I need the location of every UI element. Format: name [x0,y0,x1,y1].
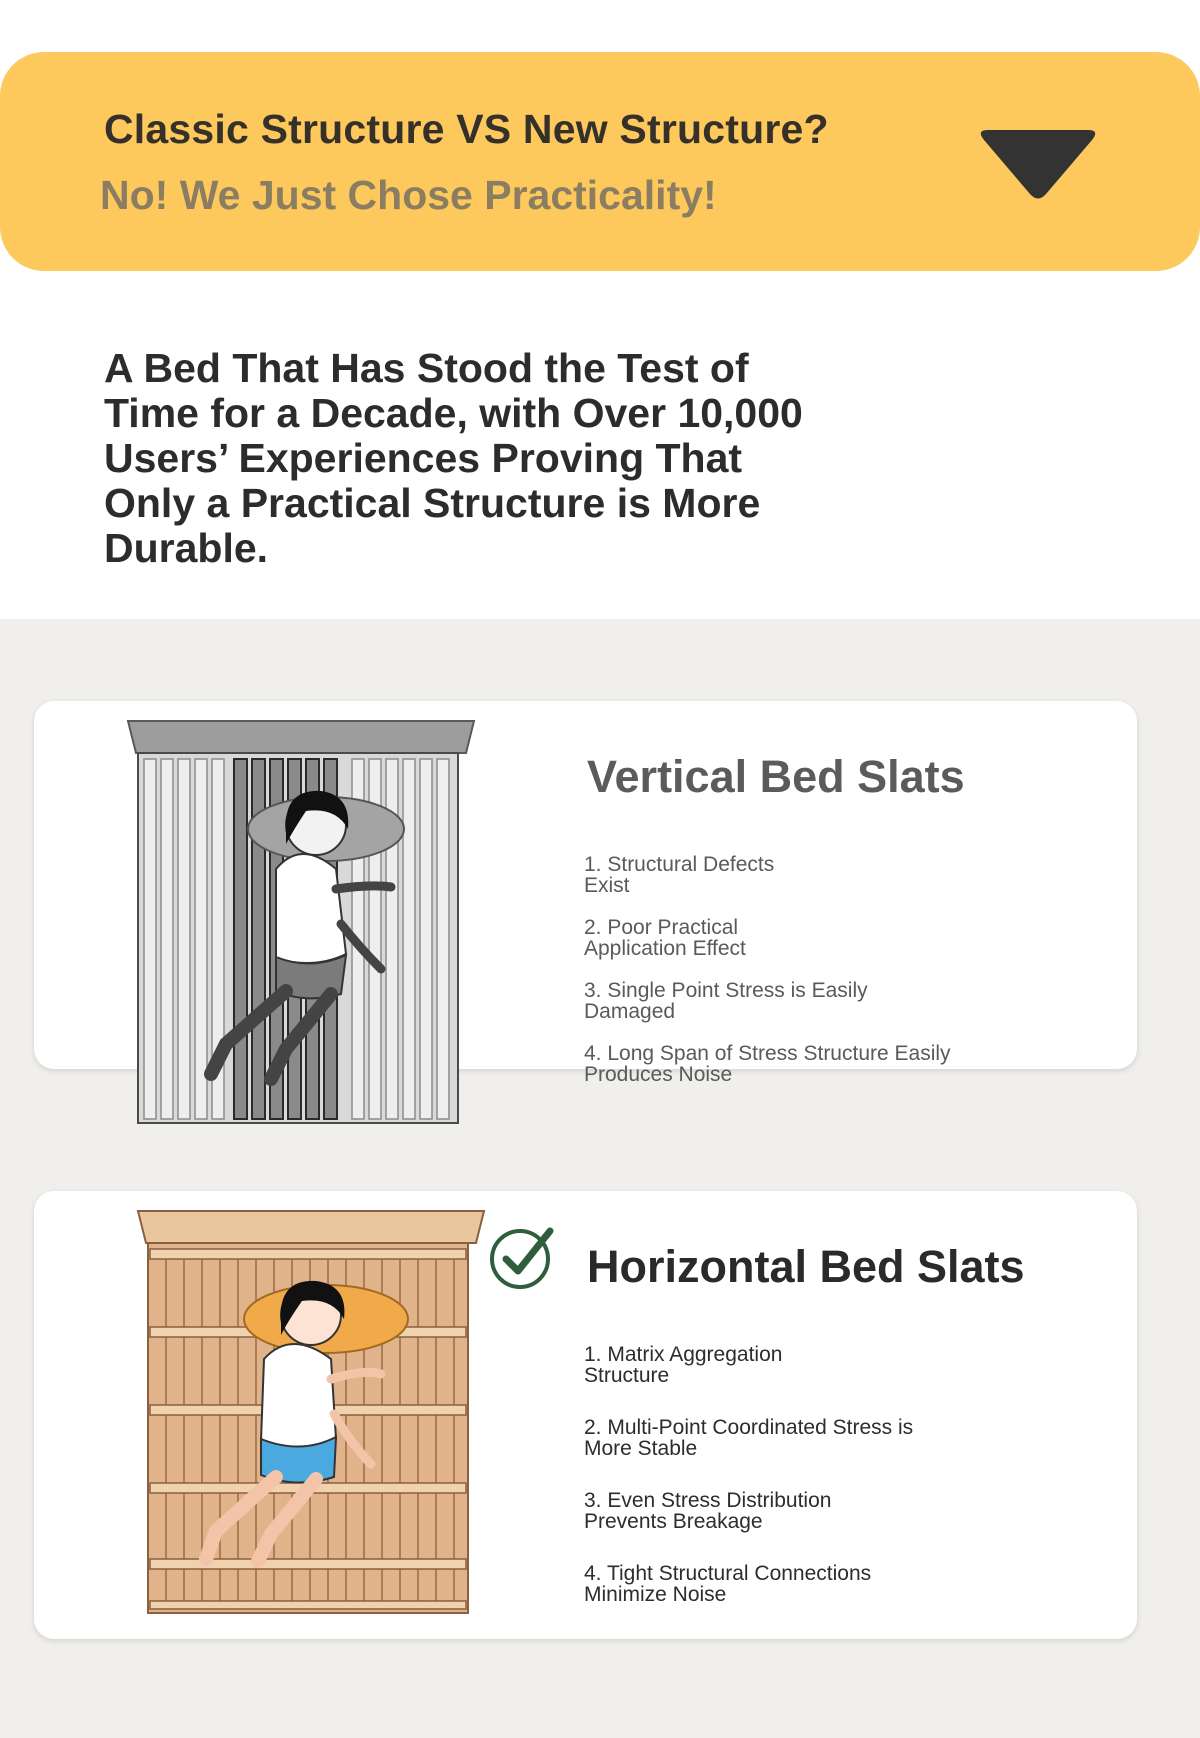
banner-subtitle: No! We Just Chose Practicality! [100,172,717,218]
intro-line: Only a Practical Structure is More [104,480,761,526]
comparison-section [0,619,1200,1738]
intro-line: Durable. [104,525,269,571]
intro-line: Time for a Decade, with Over 10,000 [104,390,803,436]
horizontal-slat-bed-illustration [136,1209,486,1619]
list-item: 2. Poor Practical Application Effect [584,916,746,960]
vertical-slats-list [584,854,1004,1106]
triangle-down-icon[interactable] [974,124,1102,206]
banner-title: Classic Structure VS New Structure? [104,106,829,152]
list-item: 4. Long Span of Stress Structure Easily Produces Noise [584,1042,951,1086]
list-item: 4. Tight Structural Connections Minimize Noise [584,1562,872,1606]
vertical-slats-card [34,701,1137,1086]
intro-heading [104,346,924,571]
list-item: 1. Structural Defects Exist [584,853,775,897]
list-item: 2. Multi-Point Coordinated Stress is More Stable [584,1416,914,1460]
vertical-slats-title: Vertical Bed Slats [587,751,965,802]
list-item: 1. Matrix Aggregation Structure [584,1343,783,1387]
header-banner [0,52,1200,271]
horizontal-slats-card [34,1191,1137,1639]
intro-line: Users’ Experiences Proving That [104,435,743,481]
horizontal-slats-list [584,1344,1004,1636]
intro-line: A Bed That Has Stood the Test of [104,345,749,391]
list-item: 3. Single Point Stress is Easily Damaged [584,979,868,1023]
checkmark-circle-icon [488,1221,558,1291]
list-item: 3. Even Stress Distribution Prevents Breakage [584,1489,832,1533]
vertical-slat-bed-illustration [126,719,476,1131]
horizontal-slats-title: Horizontal Bed Slats [587,1241,1025,1292]
